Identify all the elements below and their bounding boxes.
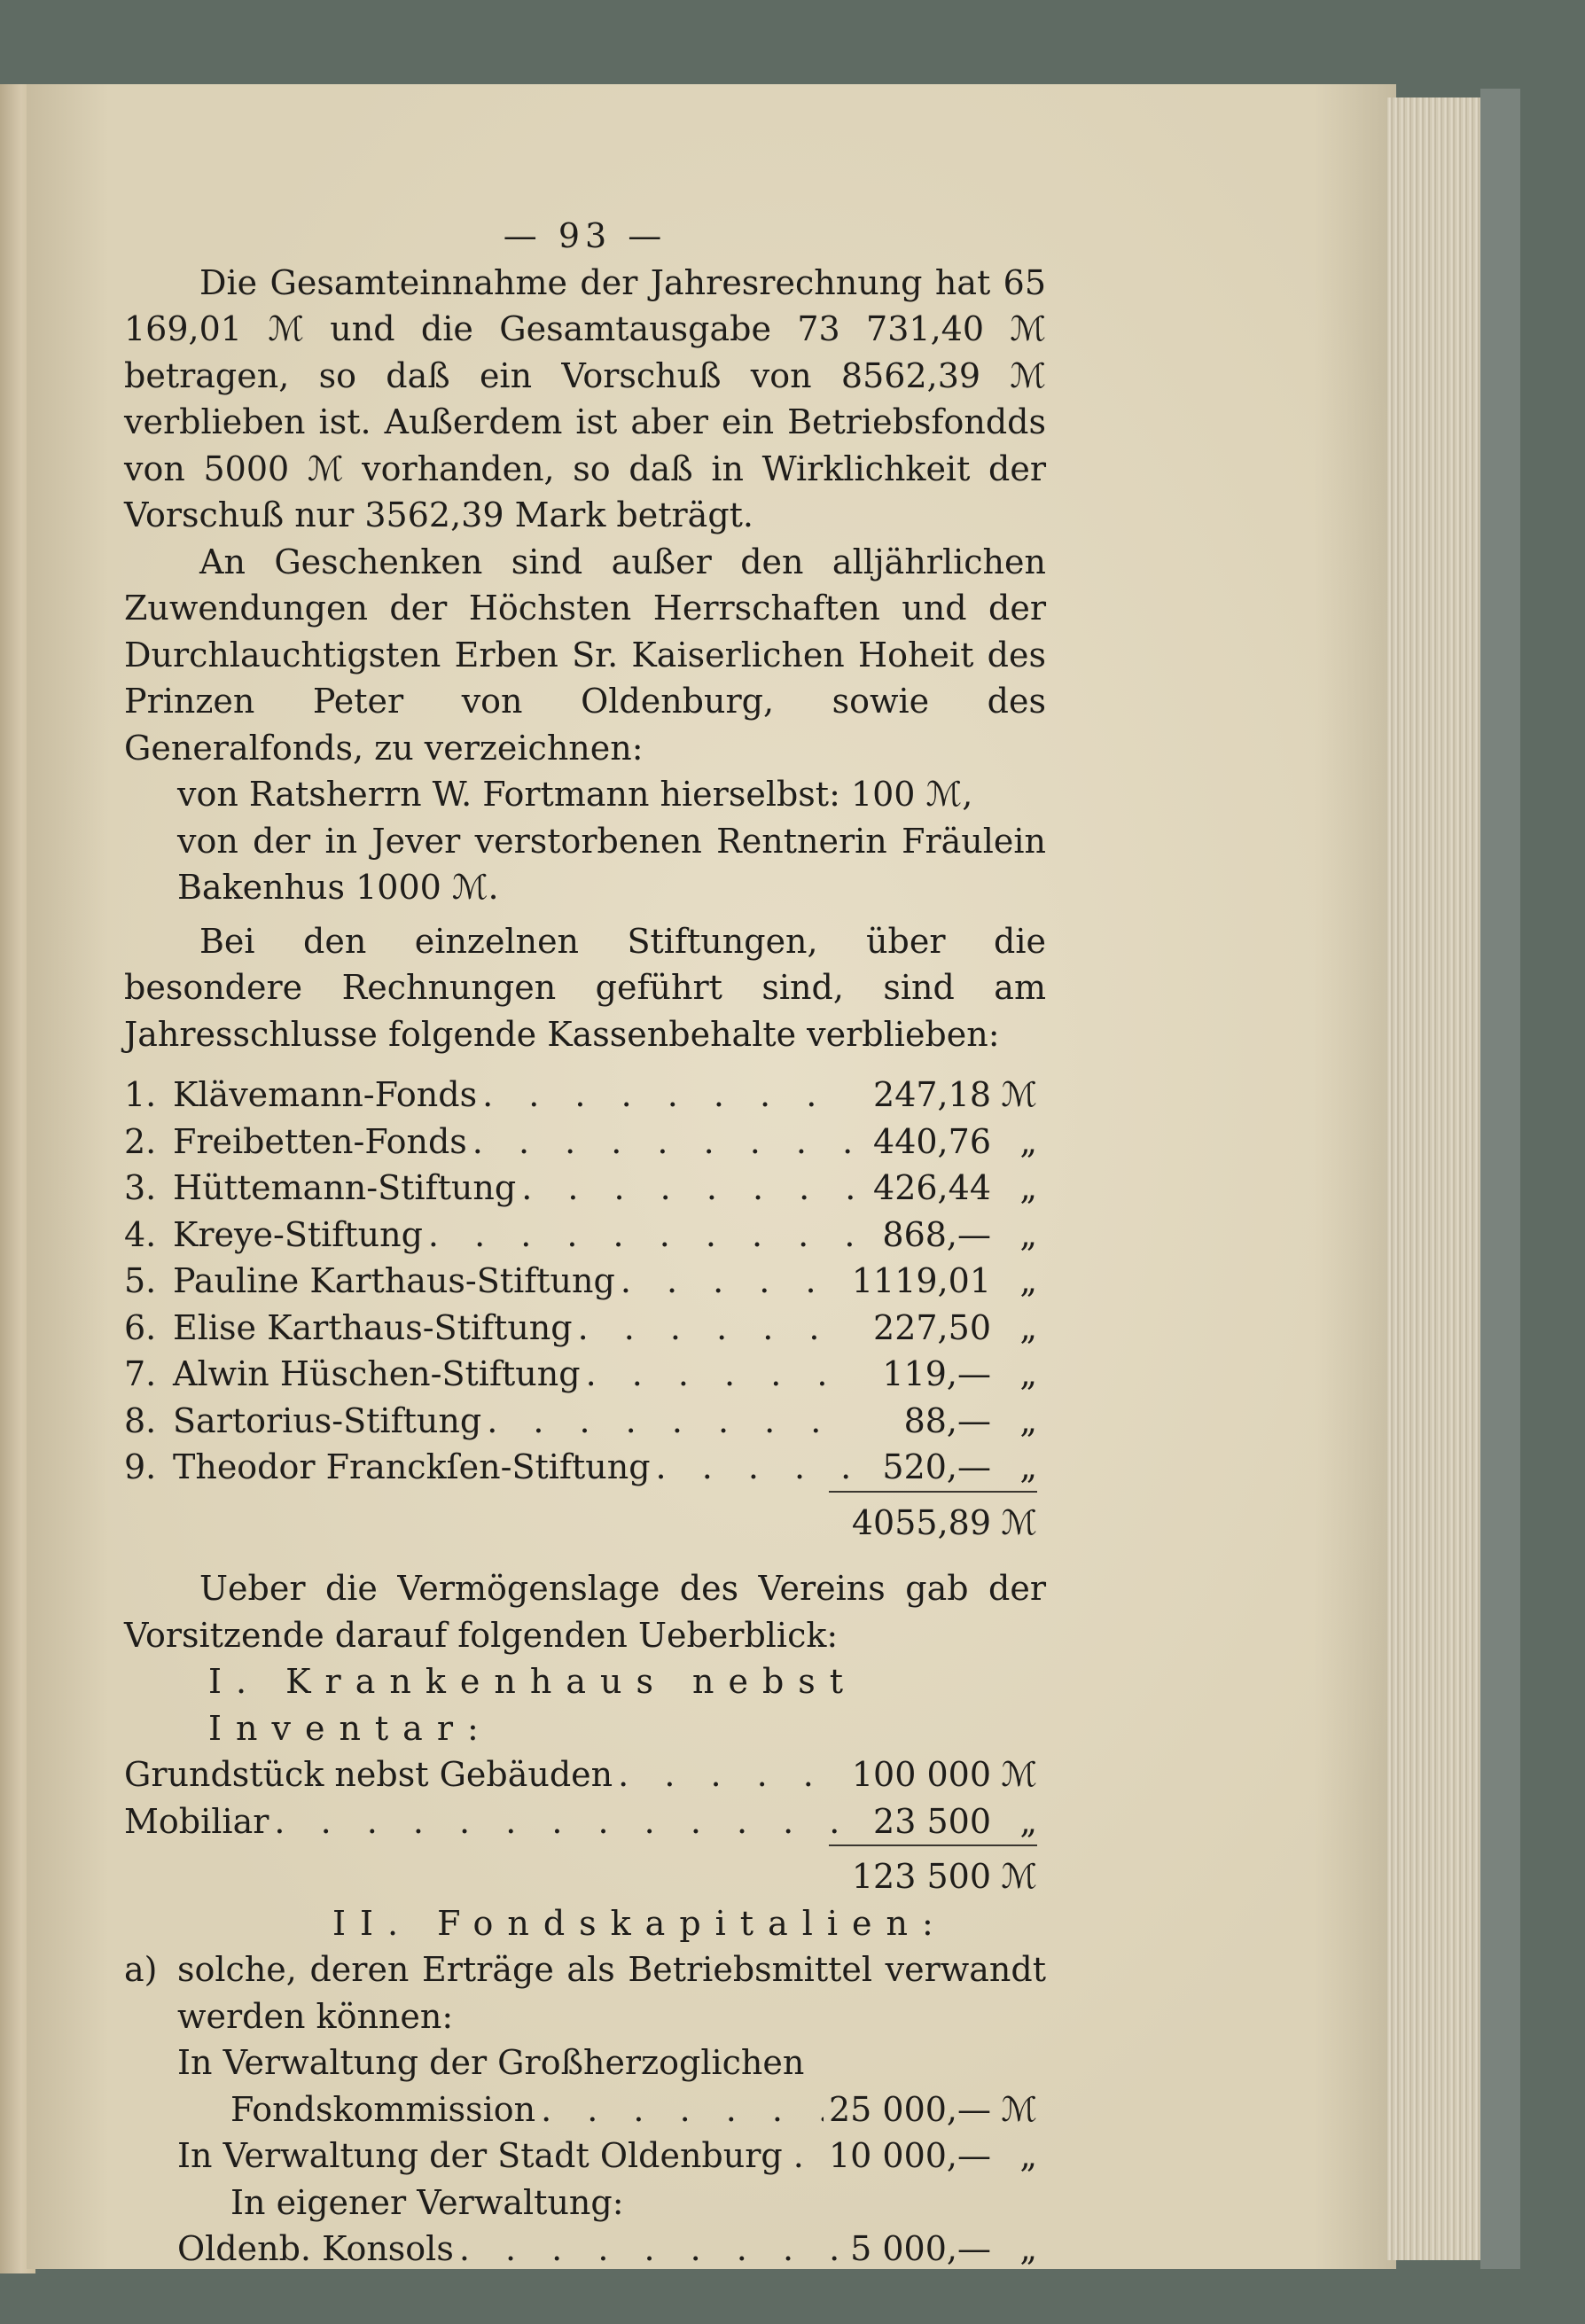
row-value: 119,— (882, 1354, 991, 1393)
row-value: 5 000,— (850, 2229, 991, 2268)
row-label: Freibetten-Fonds (173, 1121, 467, 1161)
subsection-a (124, 1946, 1046, 2039)
row-label: Mobiliar (124, 1801, 269, 1841)
table-row (124, 1072, 1037, 1119)
row-label: Klävemann-Fonds (173, 1075, 478, 1114)
row-value: 247,18 (873, 1075, 991, 1114)
row-number: 6. (124, 1307, 157, 1347)
row-label: Oldenb. Konsols (177, 2229, 454, 2268)
page-number: — 93 — (503, 216, 668, 255)
row-label: Kreye-Stiftung (173, 1214, 423, 1254)
row-unit: „ (1019, 1168, 1037, 1207)
leader-dots (482, 1072, 853, 1119)
gift-fortmann: von Ratsherrn W. Fortmann hierselbst: 100 ℳ, (177, 775, 973, 814)
row-value: 100 000 (851, 1755, 991, 1794)
row-value: 440,76 (873, 1121, 991, 1161)
row-unit: „ (1019, 1400, 1037, 1440)
fund-table (124, 2086, 1037, 2273)
hospital-table (124, 1751, 1037, 1900)
leader-dots (621, 1258, 847, 1305)
row-value: 25 000,— (828, 2089, 991, 2129)
table-row (124, 1165, 1037, 1212)
row-unit: „ (1019, 1214, 1037, 1254)
row-number: 3. (124, 1168, 157, 1207)
row-unit: ℳ (1001, 1075, 1037, 1114)
own-administration-line: In eigener Verwaltung: (230, 2182, 624, 2222)
leader-dots (541, 2086, 824, 2133)
row-value: 23 500 (873, 1801, 991, 1841)
row-unit: „ (1019, 1354, 1037, 1393)
row-label: Elise Karthaus-Stiftung (173, 1307, 573, 1347)
table-row (124, 1444, 1037, 1491)
leader-dots (586, 1351, 853, 1398)
sum-rule-wrap (124, 1491, 1037, 1493)
row-unit: ℳ (1001, 1755, 1037, 1794)
sum-rule-wrap (124, 1844, 1037, 1846)
leader-dots (487, 1398, 853, 1445)
foundations-total (124, 1500, 1037, 1547)
subsection-marker: a) (124, 1950, 158, 1989)
leader-dots (428, 1212, 853, 1259)
leader-dots (656, 1444, 853, 1491)
row-value: 426,44 (873, 1168, 991, 1207)
row-value: 227,50 (873, 1307, 991, 1347)
row-number: 5. (124, 1261, 157, 1300)
table-row (124, 1212, 1037, 1259)
paragraph-budget: Die Gesamteinnahme der Jahresrechnung hat 65 169,01 ℳ und die Gesamtausgabe 73 731,40 ℳ betragen, so daß ein Vorschuß von 8562,39 ℳ verblieben ist. Außerdem ist aber ein Betriebsfondds von 5000 ℳ vorhanden, so daß in Wirklichkeit der Vorschuß nur 3562,39 Mark beträgt. (124, 262, 1046, 534)
row-unit: „ (1019, 1447, 1037, 1486)
book-cover (1480, 89, 1520, 2269)
row-number: 7. (124, 1354, 157, 1393)
row-label: Fondskommission (230, 2089, 536, 2129)
gift-bakenhus: von der in Jever verstorbenen Rentnerin Fräulein Bakenhus 1000 ℳ. (177, 821, 1046, 907)
row-label: Sartorius-Stiftung (173, 1400, 482, 1440)
table-row (124, 1305, 1037, 1352)
heading-fund-capital: II. Fondskapitalien: (332, 1903, 948, 1943)
row-number: 9. (124, 1447, 157, 1486)
page-content (124, 213, 1046, 2273)
row-number: 1. (124, 1075, 157, 1114)
row-value: 88,— (903, 1400, 991, 1440)
leader-dots (578, 1305, 853, 1352)
table-row (124, 1798, 1037, 1845)
row-label: In Verwaltung der Stadt Oldenburg . (177, 2136, 804, 2175)
table-row (124, 2086, 1037, 2133)
leader-dots (459, 2226, 845, 2273)
total-unit: ℳ (1001, 1502, 1037, 1542)
total-unit: ℳ (1001, 1857, 1037, 1896)
sum-rule (829, 1491, 1037, 1493)
total-value: 123 500 (851, 1857, 991, 1896)
hospital-total (124, 1853, 1037, 1900)
heading-hospital: I. Krankenhaus nebst Inventar: (208, 1662, 858, 1748)
leader-dots (274, 1798, 853, 1845)
row-value: 1119,01 (851, 1261, 991, 1300)
page-edges (1387, 97, 1485, 2260)
row-value: 10 000,— (828, 2136, 991, 2175)
paragraph-foundations: Bei den einzelnen Stiftungen, über die besondere Rechnungen geführt sind, sind am Jahresschlusse folgende Kassenbehalte verblieben: (124, 921, 1046, 1054)
table-row (124, 1351, 1037, 1398)
row-number: 2. (124, 1121, 157, 1161)
row-unit: „ (1019, 2229, 1037, 2268)
row-label: Theodor Franckſen-Stiftung (173, 1447, 651, 1486)
table-row (124, 1258, 1037, 1305)
row-value: 520,— (882, 1447, 991, 1486)
row-unit: „ (1019, 1307, 1037, 1347)
administration-line: In Verwaltung der Großherzoglichen (177, 2043, 805, 2082)
leader-dots (618, 1751, 847, 1798)
leader-dots (472, 1119, 853, 1166)
table-row (124, 2226, 1037, 2273)
row-label: Hüttemann-Stiftung (173, 1168, 517, 1207)
row-value: 868,— (882, 1214, 991, 1254)
row-unit: „ (1019, 1261, 1037, 1300)
total-value: 4055,89 (851, 1502, 991, 1542)
leader-dots (521, 1165, 853, 1212)
row-number: 4. (124, 1214, 157, 1254)
table-row (124, 1119, 1037, 1166)
paragraph-overview: Ueber die Vermögenslage des Vereins gab der Vorsitzende darauf folgenden Ueberblick: (124, 1569, 1046, 1655)
paragraph-gifts: An Geschenken sind außer den alljährlichen Zuwendungen der Höchsten Herrschaften und der Durchlauchtigsten Erben Sr. Kaiserlichen Hoheit des Prinzen Peter von Oldenburg, sowie des Generalfonds, zu verzeichnen: (124, 542, 1046, 768)
row-number: 8. (124, 1400, 157, 1440)
row-label: Pauline Karthaus-Stiftung (173, 1261, 615, 1300)
row-unit: ℳ (1001, 2089, 1037, 2129)
row-label: Alwin Hüschen-Stiftung (173, 1354, 581, 1393)
row-label: Grundstück nebst Gebäuden (124, 1755, 613, 1794)
table-row (124, 1751, 1037, 1798)
foundations-table (124, 1072, 1037, 1546)
sum-rule (829, 1844, 1037, 1846)
table-row (124, 2133, 1037, 2180)
table-row (124, 1398, 1037, 1445)
subsection-text: solche, deren Erträge als Betriebsmittel verwandt werden können: (177, 1950, 1046, 2036)
row-unit: „ (1019, 1121, 1037, 1161)
row-unit: „ (1019, 2136, 1037, 2175)
row-unit: „ (1019, 1801, 1037, 1841)
